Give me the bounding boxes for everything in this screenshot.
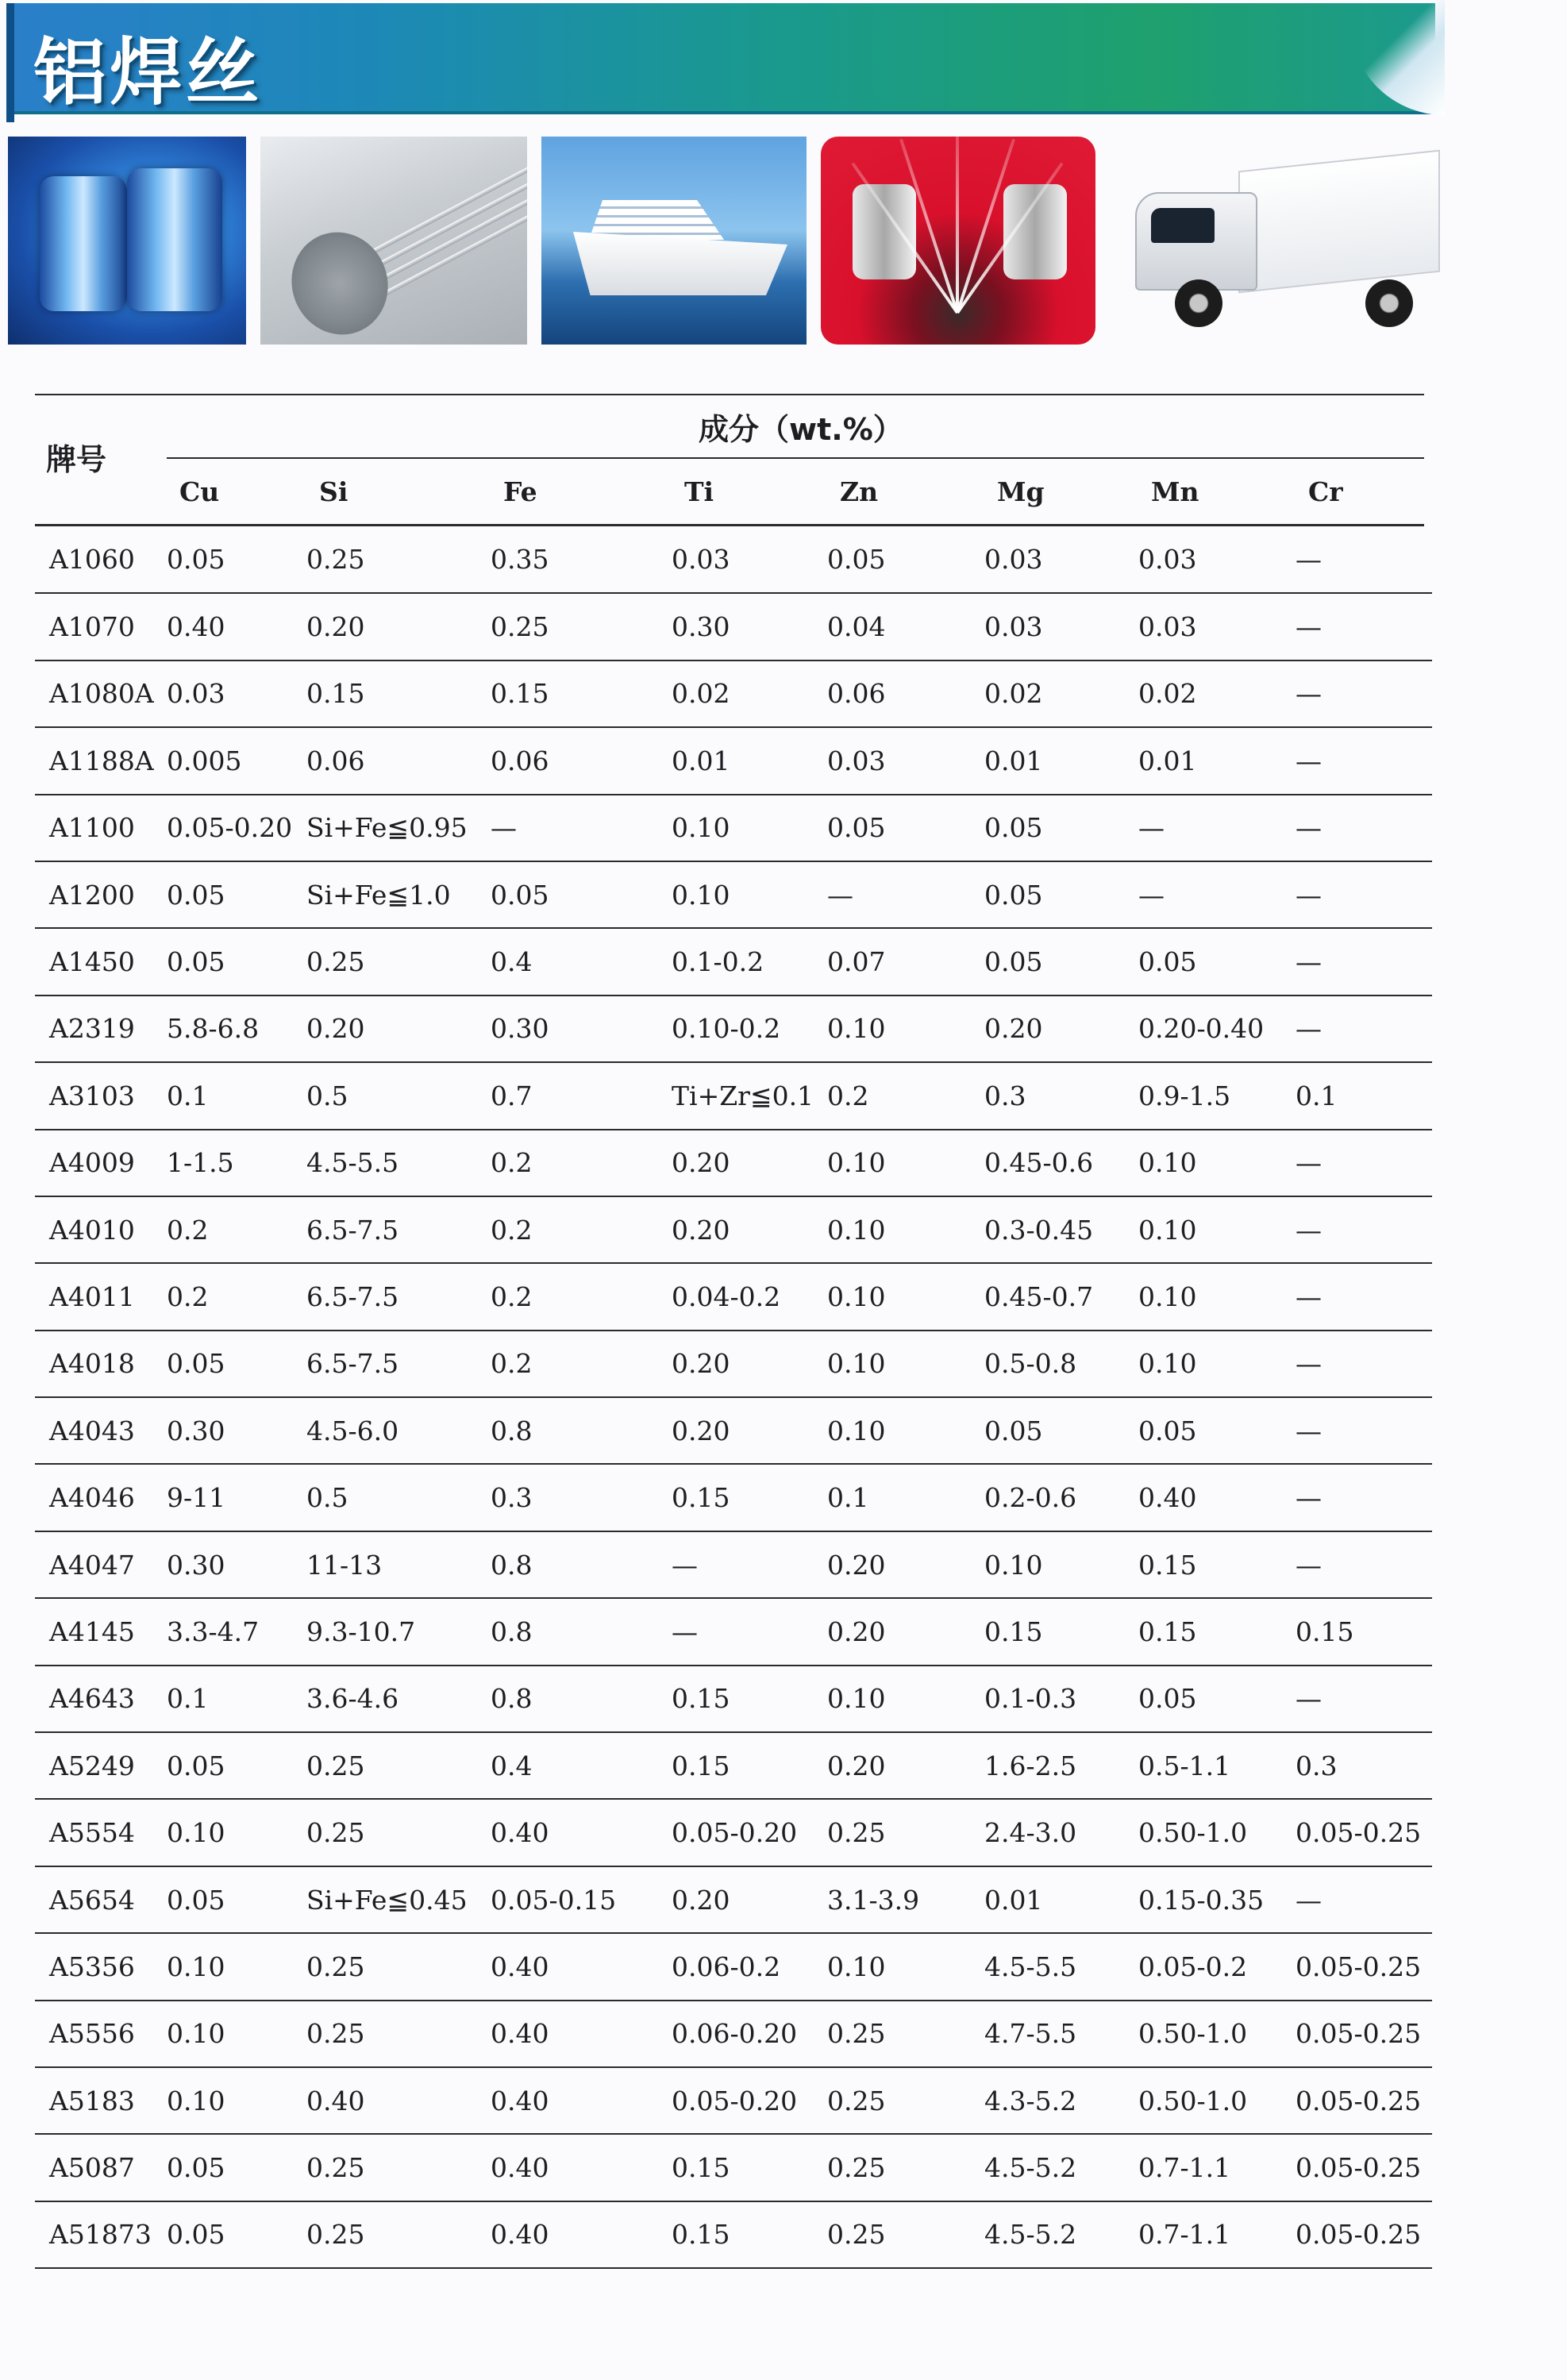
- cell-brand: A5183: [35, 2067, 154, 2134]
- cell-zn: 0.25: [814, 2067, 972, 2134]
- cell-fe: 0.4: [478, 928, 659, 995]
- cell-si: 9.3-10.7: [294, 1598, 478, 1665]
- cell-mg: 4.5-5.5: [972, 1933, 1126, 2000]
- cell-si: 4.5-5.5: [294, 1130, 478, 1196]
- cell-si: 6.5-7.5: [294, 1263, 478, 1330]
- cell-ti: 0.20: [659, 1130, 814, 1196]
- cell-ti: 0.06-0.20: [659, 2001, 814, 2067]
- cell-fe: 0.40: [478, 1799, 659, 1866]
- photo-white-truck: [1119, 137, 1453, 345]
- cell-brand: A5554: [35, 1799, 154, 1866]
- cell-mg: 4.5-5.2: [972, 2201, 1126, 2268]
- cell-zn: 0.10: [814, 1397, 972, 1464]
- table-row: [35, 1062, 1432, 1129]
- cell-zn: 0.2: [814, 1062, 972, 1129]
- cell-cu: 0.05: [154, 526, 294, 593]
- cell-brand: A4009: [35, 1130, 154, 1196]
- cell-mg: 0.05: [972, 861, 1126, 928]
- table-row: [35, 795, 1432, 861]
- cell-ti: 0.02: [659, 660, 814, 727]
- cell-brand: A1080A: [35, 660, 154, 727]
- cell-cr: —: [1283, 996, 1432, 1062]
- composition-sub-rule: [167, 457, 1424, 459]
- spool-shape: [40, 176, 127, 311]
- cell-fe: 0.06: [478, 727, 659, 794]
- cell-mn: 0.7-1.1: [1126, 2134, 1283, 2201]
- cell-cr: 0.05-0.25: [1283, 1933, 1432, 2000]
- cell-ti: 0.04-0.2: [659, 1263, 814, 1330]
- cell-cr: —: [1283, 727, 1432, 794]
- cell-brand: A2319: [35, 996, 154, 1062]
- cell-zn: 0.10: [814, 1196, 972, 1263]
- cell-cu: 0.05: [154, 1732, 294, 1799]
- cell-cr: 0.05-0.25: [1283, 2067, 1432, 2134]
- brand-column-header: 牌号: [46, 442, 107, 477]
- cell-mn: 0.15: [1126, 1598, 1283, 1665]
- cell-brand: A5654: [35, 1866, 154, 1933]
- cell-si: 0.40: [294, 2067, 478, 2134]
- cell-si: 0.25: [294, 2001, 478, 2067]
- column-header-mn: Mn: [1151, 476, 1199, 507]
- cell-mn: 0.03: [1126, 526, 1283, 593]
- cell-brand: A5249: [35, 1732, 154, 1799]
- cell-mg: 0.10: [972, 1531, 1126, 1598]
- cell-si: Si+Fe≦0.95: [294, 795, 478, 861]
- cell-zn: 0.07: [814, 928, 972, 995]
- cell-fe: 0.8: [478, 1666, 659, 1732]
- cell-si: 11-13: [294, 1531, 478, 1598]
- cell-cu: 0.03: [154, 660, 294, 727]
- cell-brand: A1450: [35, 928, 154, 995]
- cell-brand: A4145: [35, 1598, 154, 1665]
- cell-fe: 0.40: [478, 2001, 659, 2067]
- cell-zn: 0.10: [814, 1933, 972, 2000]
- cell-brand: A3103: [35, 1062, 154, 1129]
- cell-fe: 0.30: [478, 996, 659, 1062]
- photo-cruise-ship: [541, 137, 807, 345]
- ship-hull: [573, 232, 787, 295]
- photo-wire-on-red-background: [821, 137, 1095, 345]
- cell-fe: 0.7: [478, 1062, 659, 1129]
- cell-mg: 0.05: [972, 795, 1126, 861]
- cell-cu: 0.05: [154, 1866, 294, 1933]
- cell-fe: 0.2: [478, 1130, 659, 1196]
- cell-ti: —: [659, 1531, 814, 1598]
- cell-mn: 0.9-1.5: [1126, 1062, 1283, 1129]
- cell-mg: 0.45-0.7: [972, 1263, 1126, 1330]
- column-header-ti: Ti: [684, 476, 714, 507]
- cell-mg: 0.03: [972, 593, 1126, 660]
- cell-cr: —: [1283, 928, 1432, 995]
- cell-cu: 0.05: [154, 928, 294, 995]
- truck-wheel: [1175, 279, 1222, 327]
- cell-si: 0.25: [294, 1732, 478, 1799]
- cell-zn: 0.04: [814, 593, 972, 660]
- table-row: [35, 660, 1432, 727]
- cell-si: 0.25: [294, 1799, 478, 1866]
- cell-si: 0.25: [294, 2201, 478, 2268]
- page-title: 铝焊丝: [33, 30, 263, 115]
- table-row: [35, 1666, 1432, 1732]
- cell-zn: 0.05: [814, 795, 972, 861]
- column-header-si: Si: [319, 476, 348, 507]
- cell-zn: 0.10: [814, 1130, 972, 1196]
- photo-aluminum-wire-spools: [8, 137, 246, 345]
- cell-cr: —: [1283, 861, 1432, 928]
- cell-zn: 0.25: [814, 2001, 972, 2067]
- cell-zn: 0.03: [814, 727, 972, 794]
- table-row: [35, 1531, 1432, 1598]
- cell-mn: 0.05: [1126, 928, 1283, 995]
- cell-cu: 0.30: [154, 1531, 294, 1598]
- cell-cr: —: [1283, 593, 1432, 660]
- cell-mn: 0.10: [1126, 1130, 1283, 1196]
- cell-cu: 0.005: [154, 727, 294, 794]
- cell-zn: —: [814, 861, 972, 928]
- cell-fe: 0.2: [478, 1196, 659, 1263]
- cell-mn: 0.05: [1126, 1397, 1283, 1464]
- cell-zn: 0.05: [814, 526, 972, 593]
- table-top-rule: [35, 394, 1424, 395]
- cell-cr: —: [1283, 1331, 1432, 1397]
- cell-ti: —: [659, 1598, 814, 1665]
- cell-cu: 0.05: [154, 2134, 294, 2201]
- column-header-fe: Fe: [503, 476, 537, 507]
- cell-cr: 0.05-0.25: [1283, 2001, 1432, 2067]
- cell-mg: 0.20: [972, 996, 1126, 1062]
- cell-fe: 0.8: [478, 1397, 659, 1464]
- cell-cu: 0.40: [154, 593, 294, 660]
- cell-fe: 0.40: [478, 2067, 659, 2134]
- cell-ti: 0.05-0.20: [659, 2067, 814, 2134]
- cell-brand: A4643: [35, 1666, 154, 1732]
- cell-zn: 0.1: [814, 1464, 972, 1531]
- table-row: [35, 861, 1432, 928]
- cell-cu: 3.3-4.7: [154, 1598, 294, 1665]
- spool-shape: [127, 168, 222, 311]
- cell-brand: A1060: [35, 526, 154, 593]
- table-row: [35, 2067, 1432, 2134]
- cell-mg: 1.6-2.5: [972, 1732, 1126, 1799]
- table-row: [35, 928, 1432, 995]
- cell-cr: —: [1283, 795, 1432, 861]
- cell-ti: 0.03: [659, 526, 814, 593]
- cell-zn: 0.20: [814, 1598, 972, 1665]
- table-row: [35, 526, 1432, 593]
- cell-ti: 0.10-0.2: [659, 996, 814, 1062]
- cell-cr: —: [1283, 660, 1432, 727]
- composition-table: [35, 526, 1432, 2269]
- cell-cu: 0.1: [154, 1062, 294, 1129]
- cell-cr: 0.05-0.25: [1283, 1799, 1432, 1866]
- table-row: [35, 1196, 1432, 1263]
- cell-mg: 0.02: [972, 660, 1126, 727]
- cell-cu: 0.10: [154, 1799, 294, 1866]
- cell-fe: 0.40: [478, 2201, 659, 2268]
- cell-brand: A5087: [35, 2134, 154, 2201]
- cell-mn: 0.10: [1126, 1263, 1283, 1330]
- cell-zn: 0.10: [814, 1331, 972, 1397]
- cell-si: 0.20: [294, 593, 478, 660]
- table-row: [35, 1799, 1432, 1866]
- cell-zn: 0.25: [814, 2134, 972, 2201]
- table-row: [35, 593, 1432, 660]
- cell-fe: 0.40: [478, 2134, 659, 2201]
- cell-mg: 0.15: [972, 1598, 1126, 1665]
- cell-zn: 0.10: [814, 1666, 972, 1732]
- cell-fe: —: [478, 795, 659, 861]
- truck-cargo-box: [1238, 150, 1440, 294]
- cell-cu: 0.1: [154, 1666, 294, 1732]
- cell-cu: 0.05: [154, 861, 294, 928]
- table-row: [35, 2001, 1432, 2067]
- cell-si: 0.5: [294, 1062, 478, 1129]
- cell-mn: 0.5-1.1: [1126, 1732, 1283, 1799]
- cell-mg: 0.3: [972, 1062, 1126, 1129]
- wire-beam: [956, 137, 959, 313]
- cell-ti: 0.15: [659, 2201, 814, 2268]
- table-row: [35, 1933, 1432, 2000]
- cell-mg: 0.2-0.6: [972, 1464, 1126, 1531]
- cell-cr: —: [1283, 1531, 1432, 1598]
- cell-fe: 0.15: [478, 660, 659, 727]
- cell-brand: A4047: [35, 1531, 154, 1598]
- cell-mg: 0.01: [972, 1866, 1126, 1933]
- cell-si: 0.25: [294, 526, 478, 593]
- cell-cr: —: [1283, 526, 1432, 593]
- composition-header: 成分（wt.%）: [699, 412, 903, 447]
- cell-brand: A4010: [35, 1196, 154, 1263]
- table-row: [35, 1598, 1432, 1665]
- cell-zn: 0.25: [814, 2201, 972, 2268]
- cell-mn: 0.03: [1126, 593, 1283, 660]
- cell-cu: 0.05: [154, 1331, 294, 1397]
- table-row: [35, 2201, 1432, 2268]
- cell-ti: 0.01: [659, 727, 814, 794]
- cell-fe: 0.25: [478, 593, 659, 660]
- cell-brand: A4043: [35, 1397, 154, 1464]
- cell-si: 0.15: [294, 660, 478, 727]
- cell-mg: 0.45-0.6: [972, 1130, 1126, 1196]
- cell-mg: 4.5-5.2: [972, 2134, 1126, 2201]
- cell-cr: —: [1283, 1866, 1432, 1933]
- table-body: [35, 526, 1432, 2268]
- cell-fe: 0.4: [478, 1732, 659, 1799]
- cell-mn: 0.50-1.0: [1126, 1799, 1283, 1866]
- cell-cr: —: [1283, 1263, 1432, 1330]
- table-row: [35, 1130, 1432, 1196]
- cell-cr: —: [1283, 1397, 1432, 1464]
- table-row: [35, 1464, 1432, 1531]
- photo-aluminum-rod-bundle: [260, 137, 527, 345]
- cell-cr: 0.05-0.25: [1283, 2201, 1432, 2268]
- cell-ti: 0.15: [659, 1666, 814, 1732]
- cell-cu: 0.30: [154, 1397, 294, 1464]
- cell-brand: A1100: [35, 795, 154, 861]
- cell-cr: —: [1283, 1464, 1432, 1531]
- cell-brand: A5556: [35, 2001, 154, 2067]
- cell-mg: 0.01: [972, 727, 1126, 794]
- cell-fe: 0.35: [478, 526, 659, 593]
- cell-mg: 4.3-5.2: [972, 2067, 1126, 2134]
- cell-ti: 0.10: [659, 861, 814, 928]
- cell-si: 0.20: [294, 996, 478, 1062]
- cell-fe: 0.3: [478, 1464, 659, 1531]
- cell-cr: 0.1: [1283, 1062, 1432, 1129]
- cell-mg: 4.7-5.5: [972, 2001, 1126, 2067]
- cell-ti: 0.06-0.2: [659, 1933, 814, 2000]
- cell-si: 0.06: [294, 727, 478, 794]
- cell-si: 0.25: [294, 928, 478, 995]
- cell-si: 6.5-7.5: [294, 1331, 478, 1397]
- cell-brand: A4018: [35, 1331, 154, 1397]
- cell-ti: 0.20: [659, 1331, 814, 1397]
- cell-brand: A1200: [35, 861, 154, 928]
- cell-mn: 0.10: [1126, 1196, 1283, 1263]
- truck-wheel: [1365, 279, 1413, 327]
- cell-mg: 0.3-0.45: [972, 1196, 1126, 1263]
- cell-mn: 0.02: [1126, 660, 1283, 727]
- cell-fe: 0.2: [478, 1263, 659, 1330]
- cell-si: 0.25: [294, 1933, 478, 2000]
- cell-cr: 0.15: [1283, 1598, 1432, 1665]
- cell-zn: 0.25: [814, 1799, 972, 1866]
- cell-cr: —: [1283, 1130, 1432, 1196]
- cell-cu: 5.8-6.8: [154, 996, 294, 1062]
- cell-brand: A51873: [35, 2201, 154, 2268]
- cell-zn: 0.10: [814, 1263, 972, 1330]
- table-row: [35, 1397, 1432, 1464]
- column-header-mg: Mg: [997, 476, 1045, 507]
- cell-zn: 0.20: [814, 1531, 972, 1598]
- column-header-cu: Cu: [179, 476, 220, 507]
- column-header-cr: Cr: [1308, 476, 1343, 507]
- cell-si: 3.6-4.6: [294, 1666, 478, 1732]
- cell-ti: 0.20: [659, 1196, 814, 1263]
- cell-mn: —: [1126, 795, 1283, 861]
- cell-fe: 0.05: [478, 861, 659, 928]
- cell-ti: 0.15: [659, 1464, 814, 1531]
- cell-fe: 0.8: [478, 1531, 659, 1598]
- cell-cu: 1-1.5: [154, 1130, 294, 1196]
- cell-ti: 0.20: [659, 1866, 814, 1933]
- cell-zn: 0.20: [814, 1732, 972, 1799]
- cell-mn: 0.05-0.2: [1126, 1933, 1283, 2000]
- table-row: [35, 1866, 1432, 1933]
- cell-ti: Ti+Zr≦0.1: [659, 1062, 814, 1129]
- cell-cr: —: [1283, 1196, 1432, 1263]
- banner-edge: [6, 3, 14, 122]
- table-row: [35, 996, 1432, 1062]
- cell-mg: 0.05: [972, 1397, 1126, 1464]
- cell-zn: 3.1-3.9: [814, 1866, 972, 1933]
- cell-fe: 0.05-0.15: [478, 1866, 659, 1933]
- rod-bundle-end: [277, 218, 402, 345]
- cell-cr: 0.3: [1283, 1732, 1432, 1799]
- cell-cu: 0.05-0.20: [154, 795, 294, 861]
- cell-ti: 0.30: [659, 593, 814, 660]
- cell-ti: 0.1-0.2: [659, 928, 814, 995]
- cell-ti: 0.05-0.20: [659, 1799, 814, 1866]
- table-row: [35, 727, 1432, 794]
- cell-si: 6.5-7.5: [294, 1196, 478, 1263]
- cell-si: Si+Fe≦0.45: [294, 1866, 478, 1933]
- cell-mn: —: [1126, 861, 1283, 928]
- cell-brand: A1070: [35, 593, 154, 660]
- cell-mg: 0.03: [972, 526, 1126, 593]
- cell-brand: A5356: [35, 1933, 154, 2000]
- table-row: [35, 1732, 1432, 1799]
- cell-cu: 0.10: [154, 2067, 294, 2134]
- cell-fe: 0.40: [478, 1933, 659, 2000]
- cell-cu: 0.2: [154, 1263, 294, 1330]
- cell-mg: 0.1-0.3: [972, 1666, 1126, 1732]
- cell-cu: 0.2: [154, 1196, 294, 1263]
- cell-mn: 0.7-1.1: [1126, 2201, 1283, 2268]
- table-row: [35, 2134, 1432, 2201]
- cell-mn: 0.05: [1126, 1666, 1283, 1732]
- cell-brand: A1188A: [35, 727, 154, 794]
- cell-si: 4.5-6.0: [294, 1397, 478, 1464]
- cell-si: Si+Fe≦1.0: [294, 861, 478, 928]
- cell-mn: 0.50-1.0: [1126, 2067, 1283, 2134]
- cell-zn: 0.06: [814, 660, 972, 727]
- ship-deck: [589, 200, 724, 240]
- cell-cu: 0.05: [154, 2201, 294, 2268]
- cell-zn: 0.10: [814, 996, 972, 1062]
- cell-mg: 0.05: [972, 928, 1126, 995]
- cell-cr: —: [1283, 1666, 1432, 1732]
- cell-cu: 0.10: [154, 1933, 294, 2000]
- cell-mn: 0.15-0.35: [1126, 1866, 1283, 1933]
- cell-fe: 0.8: [478, 1598, 659, 1665]
- cell-mn: 0.10: [1126, 1331, 1283, 1397]
- cell-cr: 0.05-0.25: [1283, 2134, 1432, 2201]
- cell-mn: 0.50-1.0: [1126, 2001, 1283, 2067]
- table-row: [35, 1263, 1432, 1330]
- cell-mn: 0.20-0.40: [1126, 996, 1283, 1062]
- cell-ti: 0.15: [659, 1732, 814, 1799]
- cell-mn: 0.40: [1126, 1464, 1283, 1531]
- cell-ti: 0.15: [659, 2134, 814, 2201]
- truck-window: [1151, 208, 1215, 243]
- cell-fe: 0.2: [478, 1331, 659, 1397]
- cell-brand: A4011: [35, 1263, 154, 1330]
- cell-brand: A4046: [35, 1464, 154, 1531]
- cell-mg: 2.4-3.0: [972, 1799, 1126, 1866]
- cell-mn: 0.15: [1126, 1531, 1283, 1598]
- cell-cu: 0.10: [154, 2001, 294, 2067]
- cell-cu: 9-11: [154, 1464, 294, 1531]
- cell-ti: 0.20: [659, 1397, 814, 1464]
- table-row: [35, 1331, 1432, 1397]
- spool-left: [853, 184, 916, 279]
- cell-mn: 0.01: [1126, 727, 1283, 794]
- cell-mg: 0.5-0.8: [972, 1331, 1126, 1397]
- column-header-zn: Zn: [840, 476, 879, 507]
- cell-si: 0.5: [294, 1464, 478, 1531]
- cell-si: 0.25: [294, 2134, 478, 2201]
- cell-ti: 0.10: [659, 795, 814, 861]
